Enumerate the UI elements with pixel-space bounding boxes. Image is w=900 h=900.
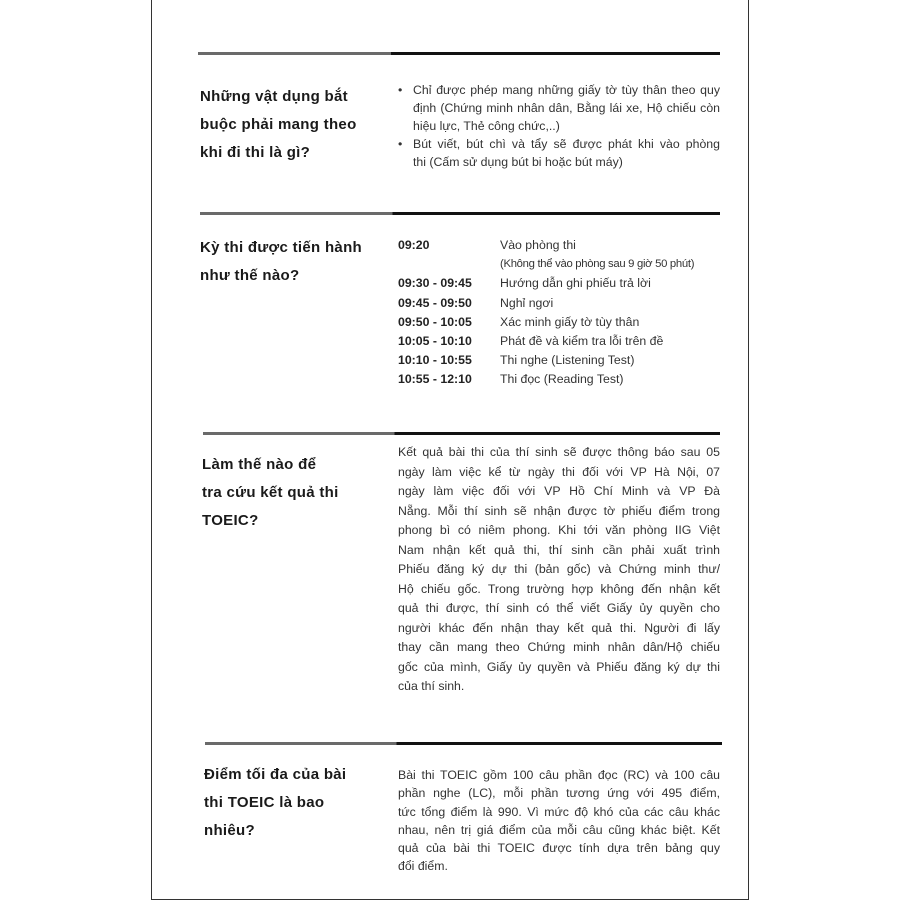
schedule-time: 10:55 - 12:10 [398,372,472,387]
section-divider [198,52,720,55]
schedule-row [398,332,728,351]
schedule-time: 09:45 - 09:50 [398,295,472,310]
schedule-time: 10:10 - 10:55 [398,353,472,368]
answer-bullets [398,81,720,171]
schedule-activity: (Không thể vào phòng sau 9 giờ 50 phút) [500,258,695,271]
schedule-time [398,255,500,274]
text-line: phong bì có niêm phong. Khi tới văn phòng IIG Việt [398,523,720,537]
schedule-activity: Thi đọc (Reading Test) [500,372,624,387]
schedule-time: 09:50 - 10:05 [398,314,472,329]
heading-line: tra cứu kết quả thi [202,484,339,501]
schedule-activity: Phát đề và kiểm tra lỗi trên đề [500,333,664,348]
question-heading [200,234,362,290]
heading-line: như thế nào? [200,267,300,284]
text-line: Kết quả bài thi của thí sinh sẽ được thông báo sau 05 [398,445,720,459]
text-line: đổi điểm. [398,859,448,874]
schedule-time: 10:05 - 10:10 [398,333,472,348]
heading-line: buộc phải mang theo [200,116,357,133]
text-line: phần nghe (LC), mỗi phần tương ứng với 495 điểm, [398,786,720,801]
text-line: quả thi được, thí sinh có thể viết Giấy ủy quyền cho [398,601,720,615]
text-line: người khác đến nhận thay kết quả thi. Người đi lấy [398,620,720,635]
schedule-activity: Nghỉ ngơi [500,295,554,310]
text-line: gốc của mình, Giấy ủy quyền và Phiếu đăng ký dự thi [398,659,720,674]
text-line: ngày làm việc kể từ ngày thi đối với VP Hà Nội, 07 [398,464,720,479]
schedule-time: 09:30 - 09:45 [398,276,472,291]
heading-line: thi TOEIC là bao [204,794,325,811]
text-line: định (Chứng minh nhân dân, Bằng lái xe, Hộ chiếu còn [413,101,720,115]
heading-line: Những vật dụng bắt [200,88,348,105]
answer-paragraph [398,766,720,876]
answer-paragraph [398,443,720,697]
text-line: Nẵng. Mỗi thí sinh sẽ nhận được tờ phiếu điểm trong [398,503,720,518]
question-heading [204,761,346,845]
schedule-row [398,294,728,313]
bullet-icon: • [398,137,403,151]
text-line: thi (Cấm sử dụng bút bi hoặc bút máy) [413,155,623,169]
text-line: thay cần mang theo Chứng minh nhân dân/Hộ chiếu [398,640,720,654]
text-line: của thí sinh. [398,679,465,693]
text-line: ngày làm việc đối với VP Hồ Chí Minh và VP Đà [398,484,720,498]
bullet-icon: • [398,83,403,97]
text-line: Chỉ được phép mang những giấy tờ tùy thân theo quy [413,83,720,97]
schedule-row [398,236,728,255]
text-line: Phiếu đăng ký dự thi (bản gốc) và Chứng minh thư/ [398,562,720,576]
schedule-row [398,255,728,274]
text-line: Nam nhận kết quả thi, thí sinh cần phải xuất trình [398,542,720,557]
section-divider [203,432,720,435]
text-line: Hộ chiếu gốc. Trong trường hợp không đến nhận kết [398,581,720,596]
text-line: quả của bài thi TOEIC được tính dựa trên bảng quy [398,841,720,856]
schedule-row [398,370,728,389]
text-line: Bút viết, bút chì và tẩy sẽ được phát khi vào phòng [413,137,720,151]
exam-schedule [398,236,728,390]
heading-line: khi đi thi là gì? [200,144,311,161]
question-heading [202,451,339,535]
schedule-activity: Xác minh giấy tờ tùy thân [500,314,640,329]
text-line: hiệu lực, Thẻ công chức,..) [413,119,560,133]
schedule-row [398,351,728,370]
heading-line: Điểm tối đa của bài [204,766,347,783]
text-line: Bài thi TOEIC gồm 100 câu phần đọc (RC) và 100 câu [398,768,720,782]
schedule-row [398,313,728,332]
schedule-activity: Thi nghe (Listening Test) [500,353,635,368]
question-heading [200,83,357,167]
section-divider [205,742,722,745]
text-line: tức tổng điểm là 990. Vì mức độ khó của các câu khác [398,804,720,819]
schedule-activity: Vào phòng thi [500,238,576,252]
section-divider [200,212,720,215]
heading-line: nhiêu? [204,822,255,839]
heading-line: TOEIC? [202,512,259,529]
schedule-time: 09:20 [398,238,430,252]
bullet-item [398,135,720,171]
schedule-row [398,274,728,293]
heading-line: Làm thế nào để [202,456,317,473]
heading-line: Kỳ thi được tiến hành [200,239,362,256]
text-line: nhau, nên trị giá điểm của mỗi câu cũng khác biệt. Kết [398,822,720,837]
schedule-activity: Hướng dẫn ghi phiếu trả lời [500,276,651,291]
bullet-item [398,81,720,135]
